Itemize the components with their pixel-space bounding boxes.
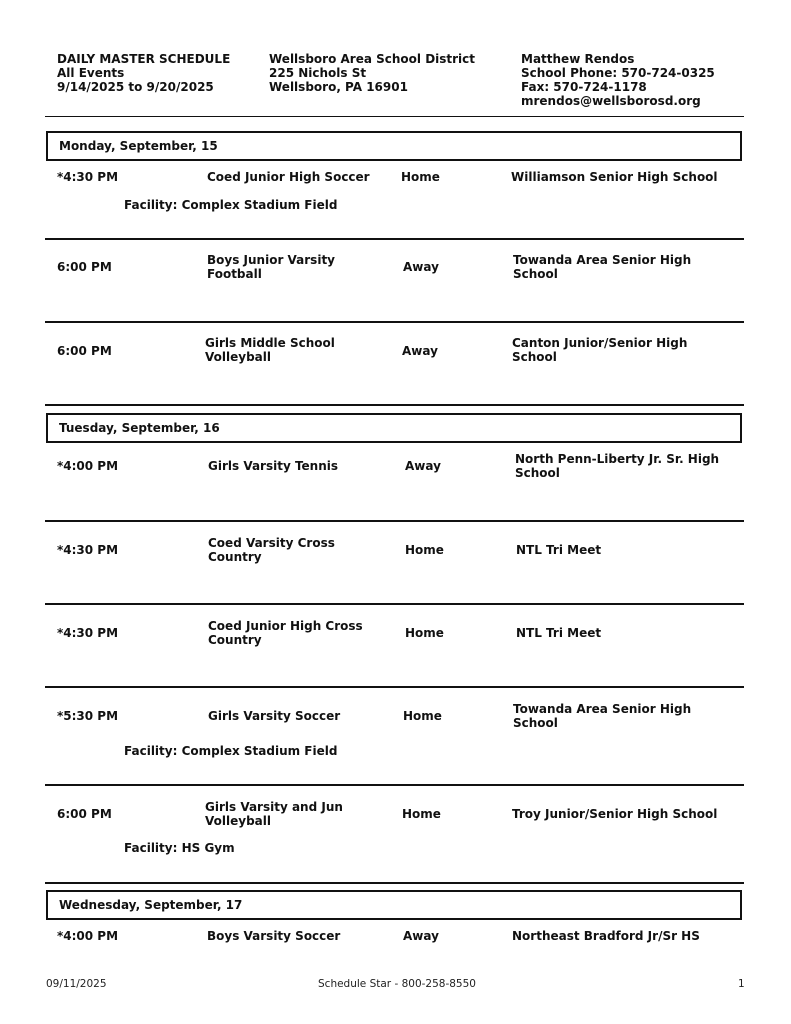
row-divider (45, 321, 744, 323)
vendor-credit: Schedule Star - 800-258-8550 (318, 978, 476, 990)
day-label: Tuesday, September, 16 (59, 421, 220, 435)
row-divider (45, 882, 744, 884)
event-location: Away (402, 344, 438, 358)
event-opponent: Williamson Senior High School (511, 170, 718, 184)
event-opponent: Canton Junior/Senior High School (512, 336, 688, 364)
day-label: Monday, September, 15 (59, 139, 218, 153)
event-time: 6:00 PM (57, 344, 112, 358)
row-divider (45, 686, 744, 688)
contact-block (521, 52, 715, 108)
contact-name: Matthew Rendos (521, 52, 635, 66)
event-time: *4:30 PM (57, 170, 119, 184)
event-location: Home (405, 626, 444, 640)
event-facility: Facility: Complex Stadium Field (124, 744, 338, 758)
row-divider (45, 238, 744, 240)
event-opponent: Troy Junior/Senior High School (512, 807, 718, 821)
event-location: Home (401, 170, 440, 184)
event-time: *5:30 PM (57, 709, 119, 723)
report-title-block (57, 52, 230, 94)
event-name: Girls Varsity Tennis (208, 459, 339, 473)
district-street: 225 Nichols St (269, 66, 367, 80)
page-number: 1 (738, 978, 745, 990)
row-divider (45, 404, 744, 406)
contact-phone: School Phone: 570-724-0325 (521, 66, 715, 80)
event-time: *4:00 PM (57, 929, 119, 943)
day-header-monday (46, 131, 742, 161)
day-label: Wednesday, September, 17 (59, 898, 243, 912)
event-name: Girls Varsity Soccer (208, 709, 341, 723)
event-time: *4:30 PM (57, 543, 119, 557)
event-facility: Facility: Complex Stadium Field (124, 198, 338, 212)
event-opponent: NTL Tri Meet (516, 543, 602, 557)
event-opponent: North Penn-Liberty Jr. Sr. High School (515, 452, 720, 480)
event-location: Away (405, 459, 441, 473)
report-title: DAILY MASTER SCHEDULE (57, 52, 231, 66)
event-time: 6:00 PM (57, 807, 112, 821)
row-divider (45, 520, 744, 522)
district-name: Wellsboro Area School District (269, 52, 476, 66)
row-divider (45, 603, 744, 605)
event-opponent: Northeast Bradford Jr/Sr HS (512, 929, 700, 943)
district-address-block (269, 52, 475, 94)
event-name: Girls Middle School Volleyball (205, 336, 335, 364)
event-name: Boys Junior Varsity Football (207, 253, 335, 281)
day-header-wednesday (46, 890, 742, 920)
contact-email[interactable]: mrendos@wellsborosd.org (521, 94, 701, 108)
event-opponent: NTL Tri Meet (516, 626, 602, 640)
event-location: Away (403, 929, 439, 943)
event-name: Coed Varsity Cross Country (208, 536, 335, 564)
print-date: 09/11/2025 (46, 978, 107, 990)
event-name: Boys Varsity Soccer (207, 929, 341, 943)
event-name: Coed Junior High Cross Country (208, 619, 363, 647)
contact-fax: Fax: 570-724-1178 (521, 80, 647, 94)
event-time: *4:00 PM (57, 459, 119, 473)
event-opponent: Towanda Area Senior High School (513, 253, 692, 281)
event-location: Home (405, 543, 444, 557)
event-location: Home (403, 709, 442, 723)
report-date-range: 9/14/2025 to 9/20/2025 (57, 80, 214, 94)
event-facility: Facility: HS Gym (124, 841, 235, 855)
event-name: Coed Junior High Soccer (207, 170, 370, 184)
event-location: Home (402, 807, 441, 821)
district-city: Wellsboro, PA 16901 (269, 80, 408, 94)
event-opponent: Towanda Area Senior High School (513, 702, 692, 730)
row-divider (45, 784, 744, 786)
event-name: Girls Varsity and Jun Volleyball (205, 800, 343, 828)
report-filter: All Events (57, 66, 125, 80)
header-divider (45, 116, 744, 117)
day-header-tuesday (46, 413, 742, 443)
event-location: Away (403, 260, 439, 274)
event-time: 6:00 PM (57, 260, 112, 274)
event-time: *4:30 PM (57, 626, 119, 640)
